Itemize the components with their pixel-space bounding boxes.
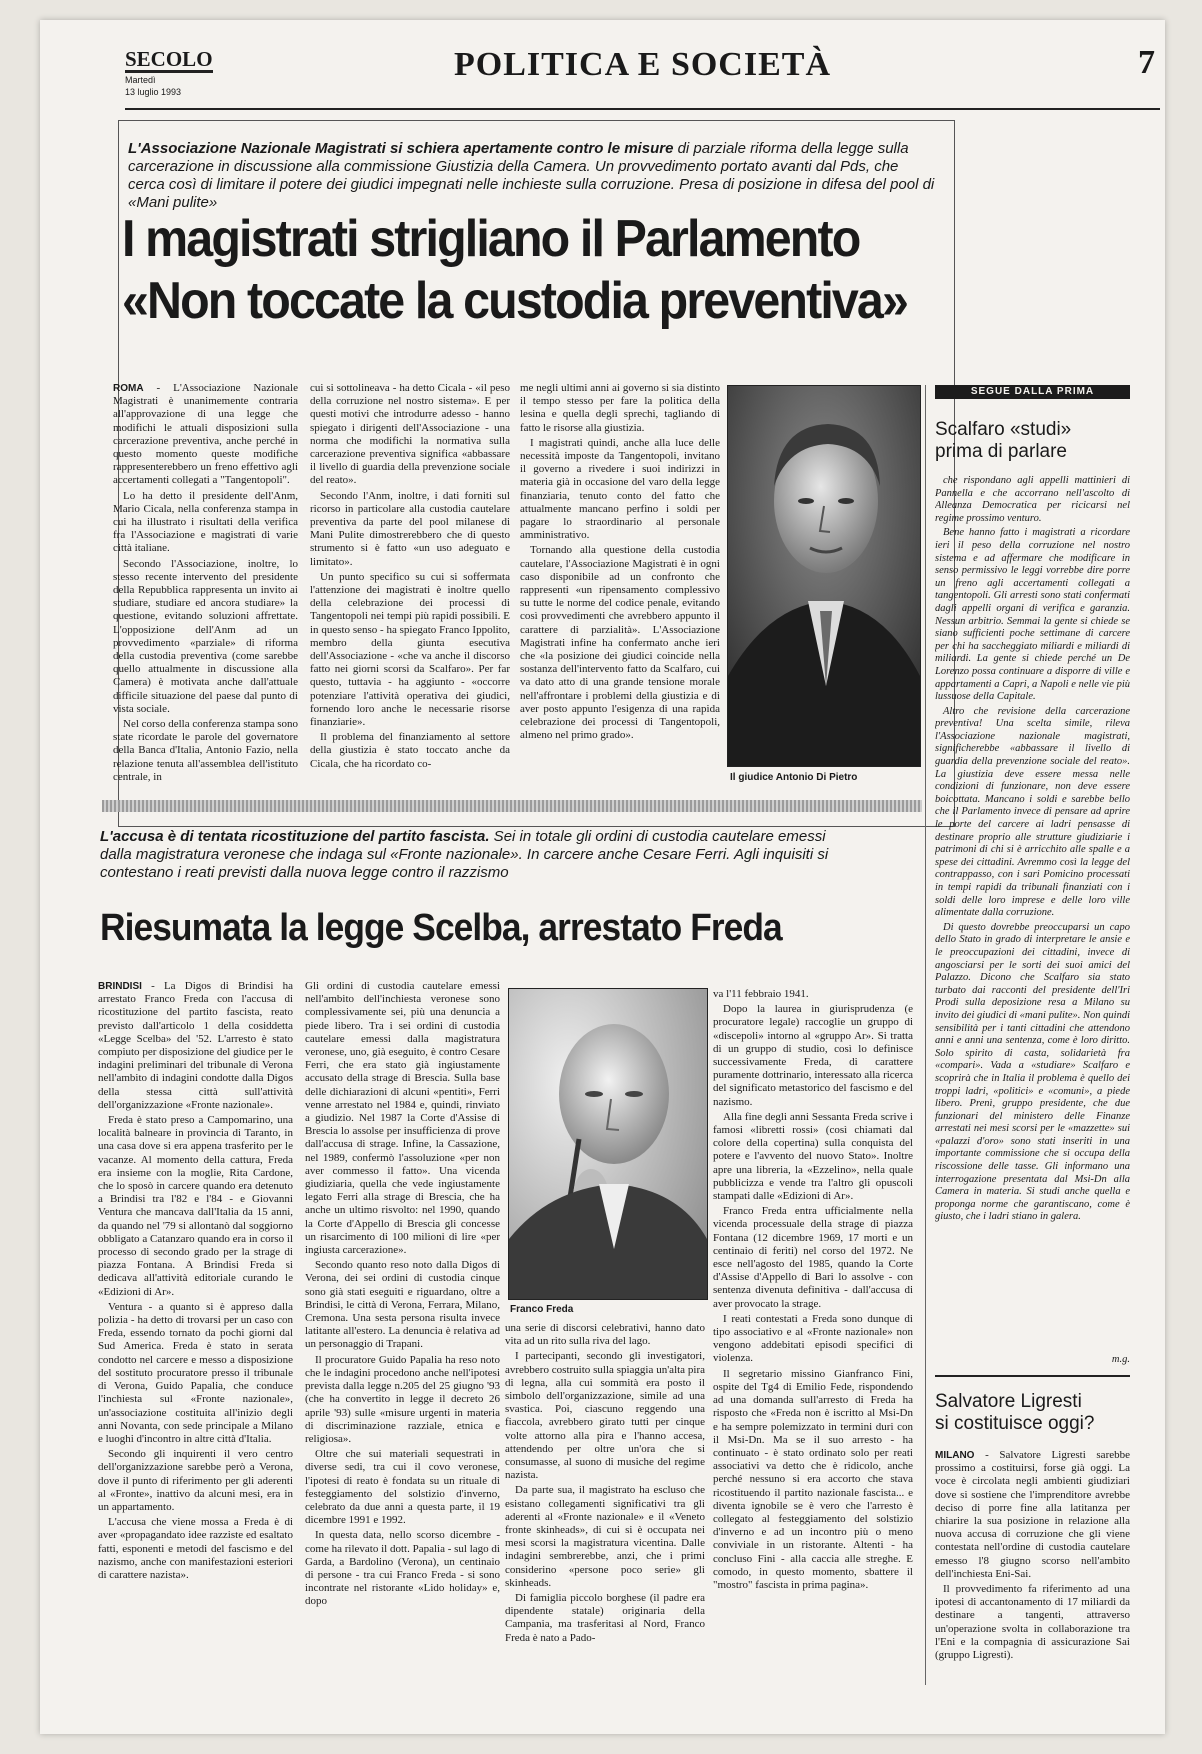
sidebar-body [935,475,1130,1350]
ligresti-title [935,1391,1130,1435]
second-col4-para: Il segretario missino Gianfranco Fini, ospite del Tg4 di Emilio Fede, rispondendo ad una domanda sull'arresto di Freda ha risposto che «Freda non è iscritto al Msi-Dn e ha sempre polemizzato in termini duri con il Msi-Dn. Ma se il suo arresto - ha continuato - è stato ordinato solo per reati associativi va detto che è ridicolo, anche perché nessuno si era accorto che stava ricostituendo il partito nazionale fascista... e diventa ignobile se è vero che l'arresto è collegato al festeggiamento del solstizio d'inverno e ad un incontro più o meno conviviale in un ristorante. Altenti - ha concluso Fini - alla caccia alle streghe. E comodo, in questo momento, sbattere il "mostro" fascista in prima pagina». [713,1367,913,1591]
sidebar-title [935,419,1130,463]
second-col2-para: In questa data, nello scorso dicembre - come ha rilevato il dott. Papalia - sul lago di Garda, a Bardolino (Verona), un centinaio di persone - tra cui Franco Freda - si sono incontrate nel ristorante «Lido holiday» e, dopo [305,1529,500,1608]
ligresti-title-line1: Salvatore Ligresti [935,1391,1082,1412]
main-col3-para: me negli ultimi anni ai governo si sia distinto il tempo stesso per fare la politica della lesina e quella degli sprechi, tagliando di fatto le risorse alla giustizia. [520,382,720,434]
second-column-1 [98,980,293,1690]
second-kicker [100,828,840,882]
ligresti-city: MILANO [935,1450,975,1461]
sidebar-rule [935,1375,1130,1377]
dateline-day: Martedì [125,75,156,85]
second-col4-para: Alla fine degli anni Sessanta Freda scrive i famosi «libretti rossi» (così chiamati dal colore della copertina) sulla conquista del potere e l'avvento del nuovo Stato». Inoltre apre una libreria, la «Ezzelino», nella quale pubblicizza e vende tra l'altro gli opuscoli stampati dalle «Edizioni di Ar». [713,1110,913,1203]
second-col4-para: I reati contestati a Freda sono dunque di tipo associativo e al «Fronte nazionale» non vengono addebitati episodi specifici di violenza. [713,1312,913,1365]
sidebar-title-line2: prima di parlare [935,441,1067,462]
second-col4-para: Franco Freda entra ufficialmente nella vicenda processuale della strage di piazza Fontana (12 dicembre 1969, 17 morti e un centinaio di feriti) nel corso del 1972. Ne esce nell'agosto del 1985, quando la Corte d'Assise d'Appello di Bari lo assolve - con sentenza divenuta definitiva - dall'accusa di aver provocato la strage. [713,1205,913,1310]
main-col3-para: Tornando alla questione della custodia cautelare, l'Associazione Magistrati è in ogni caso disponibile ad un confronto che rappresenti «un ripensamento complessivo su tutte le norme del codice penale, evitando così provvedimenti che avrebbero appunto il carattere di parzialità». L'Associazione Magistrati infine ha confermato anche ieri che «la posizione dei giudici coincide nella sostanza dell'intervento fatto da Scalfaro, cui va dato atto di una grande tensione morale nell'affrontare i problemi della giustizia e di aver posto appunto l'esigenza di una rapida celebrazione dei processi di Tangentopoli, almeno nel primo grado». [520,544,720,742]
masthead-rule [125,108,1160,110]
freda-photo [508,988,708,1300]
main-headline-line1: I magistrati strigliano il Parlamento [122,210,860,268]
second-col2-para: Secondo quanto reso noto dalla Digos di Verona, dei sei ordini di custodia cinque sono già stati eseguiti e riguardano, oltre a Brindisi, le città di Verona, Ferrara, Milano, Cremona. Una sesta persona risulta invece latitante all'estero. La denuncia è relativa ad un personaggio di Trapani. [305,1259,500,1351]
sidebar-para: Bene hanno fatto i magistrati a ricordare ieri il peso della corruzione nel nostro sistema e ad affermare che modificare in senso permissivo le leggi vorrebbe dire porre un freno agli accertamenti collegati a tangentopoli. Gli arresti sono stati confermati dagli appelli organi di verifica e garanzia. Nessun arbitrio. Semmai la gente si chiede se siano sufficienti poche settimane di carcere per chi ha saccheggiato miliardi e miliardi di miliardi. La gente si chiede perché un De Lorenzo possa continuare a disporre di ville e appartamenti a Capri, a Napoli e nelle vie più lussuose della Capitale. [935,527,1130,703]
sidebar-para: Altro che revisione della carcerazione preventiva! Una scelta simile, rileva l'Associazione nazionale magistrati, significherebbe «abbassare il livello di guardia della prevenzione sociale del reato». La giustizia deve essere messa nelle condizioni di funzionare, non deve essere boicottata. Mancano i soldi e sarebbe bello che il Parlamento invece di pensare ad aprire le porte del carcere ai ladri pensasse di destinare proprio alle strutture giudiziarie i patrimoni di chi si è arricchito alle spalle e a spese dei cittadini. Avremmo così la legge del contrappasso, con i sari Pomicino processati in tempi rapidi da tribunali finanziati con i soldi delle loro imprese e delle loro ville alimentate dalla corruzione. [935,705,1130,919]
main-col2-para: Un punto specifico su cui si soffermata l'attenzione dei magistrati è inoltre quello della celebrazione dei processi di Tangentopoli nei tempi più rapidi possibili. E in questo senso - ha spiegato Franco Ippolito, membro della giunta esecutiva dell'Associazione - «che va anche il discorso fatto nei giorni scorsi da Scalfaro». Per far questo, tuttavia - ha aggiunto - «occorre potenziare l'attività operativa dei giudici, fornendo loro anche le necessarie risorse finanziarie». [310,570,510,729]
second-col2-para: Oltre che sui materiali sequestrati in diverse sedi, tra cui il covo veronese, l'ipotesi di reato è fondata su un rituale di festeggiamento del solstizio d'inverno, celebrato da due anni a questa parte, il 19 dicembre 1991 e 1992. [305,1448,500,1527]
ligresti-para: MILANO - Salvatore Ligresti sarebbe prossimo a costituirsi, forse già oggi. La voce è circolata negli ambienti giudiziari dove si sostiene che l'imprenditore avrebbe deciso di porre fine alla latitanza per chiarire la sua posizione in relazione alla nuova accusa di corruzione che gli viene contestata nell'ordine di custodia cautelare emesso l'8 giugno scorso nell'ambito dell'inchiesta Eni-Sai. [935,1449,1130,1580]
second-headline: Riesumata la legge Scelba, arrestato Freda [100,907,782,949]
second-city: BRINDISI [98,981,142,992]
main-column-2 [310,382,510,782]
main-col2-para: Secondo l'Anm, inoltre, i dati forniti sul ricorso in particolare alla custodia cautelare preventiva da parte del pool milanese di Mani Pulite dimostrerebbero che di questo strumento si è fatto «un uso adeguato e limitato». [310,489,510,568]
second-col4-para: va l'11 febbraio 1941. [713,988,809,1000]
main-col2-para: Il problema del finanziamento al settore della giustizia è stato toccato anche da Cicala, che ha ricordato co- [310,731,510,770]
second-column-2 [305,980,500,1690]
main-col1-para: Lo ha detto il presidente dell'Anm, Mario Cicala, nella conferenza stampa in cui ha illustrato i risultati della verifica fra l'Associazione e magistrati di varie città italiane. [113,489,298,555]
second-kicker-bold: L'accusa è di tentata ricostituzione del partito fascista. [100,828,490,845]
ligresti-title-line2: si costituisce oggi? [935,1413,1095,1434]
freda-caption: Franco Freda [510,1304,574,1315]
di-pietro-caption: Il giudice Antonio Di Pietro [730,772,858,783]
second-col2-para: Gli ordini di custodia cautelare emessi nell'ambito dell'inchiesta veronese sono complessivamente sei, più una denuncia a piede libero. Tra i sei ordini di custodia cautelare emessi dalla magistratura veronese, uno, già eseguito, è contro Cesare Ferri, che era stato già ingiustamente accusato della strage di Brescia. Sulla base delle dichiarazioni di alcuni «pentiti», Ferri venne arrestato nel 1984 e, quindi, rinviato a giudizio. Nel 1987 la Corte d'Assise di Brescia lo assolse per insufficienza di prove dall'accusa di strage. Infine, la Cassazione, nel 1989, confermò l'assoluzione «per non aver commesso il fatto». Una vicenda giudiziaria, quella che vede ingiustamente legato Ferri alla strage di Brescia, che ha anche un ultimo risvolto: nel 1990, quando la Corte d'Appello di Brescia gli concesse un risarcimento di 100 milioni di lire «per ingiusta carcerazione». [305,980,500,1257]
second-kicker-rest: Sei in totale gli ordini di custodia cautelare emessi dalla magistratura veronese che indaga sul «Fronte nazionale». In carcere anche Cesare Ferri. Agli inquisiti si contestano i reati previsti dalla nuova legge contro il razzismo [100,828,829,881]
second-col1-para: Secondo gli inquirenti il vero centro dell'organizzazione sarebbe però a Verona, dove il punto di riferimento per gli aderenti al «Fronte», inattivo da alcuni mesi, era in un appartamento. [98,1448,293,1513]
portrait-illustration [509,989,707,1299]
second-col1-para: L'accusa che viene mossa a Freda è di aver «propagandato idee razziste ed esaltato fatti, esponenti e metodi del fascismo e del nazismo, anche con manifestazioni esteriori di carattere nazista». [98,1516,293,1581]
section-title: POLITICA E SOCIETÀ [454,46,831,83]
sidebar-title-line1: Scalfaro «studi» [935,419,1072,440]
second-column-4 [713,988,913,1690]
main-col1-para: Secondo l'Associazione, inoltre, lo stesso recente intervento del presidente della Repubblica rappresenta un invito ai studiare, studiare ed ancora studiare» la questione, evitando soluzioni affrettate. L'opposizione dell'Anm ad un provvedimento «parziale» di riforma della custodia preventiva (come sarebbe quello attualmente in discussione alla Camera) è motivata anche dall'attuale difficile situazione del paese dal punto di vista sociale. [113,557,298,715]
page-number: 7 [1138,44,1155,81]
sidebar-para: che rispondano agli appelli mattinieri di Pannella e che accorrano nell'ascolto di Alleanza Democratica per ricicarsi nel regime prossimo venturo. [935,475,1130,524]
sidebar [935,385,1130,1689]
second-col3-para: una serie di discorsi celebrativi, hanno dato vita ad un rito sulla riva del lago. [505,1322,705,1348]
second-col3-para: I partecipanti, secondo gli investigatori, avrebbero costruito sulla spiaggia un'alta pira di legna, alla cui sommità era posto il simbolo dell'organizzazione, simile ad una svastica. Poi, ciascuno reggendo una fiaccola, avrebbero girato tutti per cinque volte attorno alla pira e l'hanno accesa, attendendo per oltre un'ora che si consumasse, al suono di musiche del regime nazista. [505,1350,705,1482]
di-pietro-photo [727,385,921,767]
sidebar-signature: m.g. [1111,1354,1130,1365]
sidebar-label: SEGUE DALLA PRIMA [935,385,1130,399]
main-city: ROMA [113,383,144,394]
main-kicker [128,140,938,212]
ligresti-para: Il provvedimento fa riferimento ad una ipotesi di accantonamento di 17 miliardi da destinare a tangenti, attraverso un'operazione svolta in collaborazione tra l'Eni e la compagnia di assicurazione Sai (gruppo Ligresti). [935,1583,1130,1662]
sidebar-divider [925,385,926,1685]
main-col3-para: I magistrati quindi, anche alla luce delle necessità imposte da Tangentopoli, invitano il governo a rivedere i suoi indirizzi in materia già in occasione del varo della legge finanziaria, tenuto conto del fatto che attualmente mancano perfino i soldi per pagare lo straordinario al personale amministrativo. [520,436,720,542]
second-col3-para: Di famiglia piccolo borghese (il padre era dipendente statale) originaria della Campania, ma trasferitasi al Nord, Franco Freda è nato a Pado- [505,1592,705,1644]
second-col1-para: BRINDISI - La Digos di Brindisi ha arrestato Franco Freda con l'accusa di ricostituzione del partito fascista, reato previsto dall'articolo 1 della cosiddetta «Legge Scelba» del '52. L'arresto è stato compiuto per disposizione del giudice per le indagini preliminari del tribunale di Verona nell'ambito di indagini condotte dalla Digos della stessa città sull'attività dell'organizzazione «Fronte nazionale». [98,980,293,1111]
second-col1-para: Ventura - a quanto si è appreso dalla polizia - ha detto di trovarsi per un caso con Freda, essendo tornato da pochi giorni dal Sud America. Freda è stato in serata condotto nel carcere e messo a disposizione del sostituto procuratore presso il tribunale di Verona, Guido Papalia, che conduce l'inchiesta sul «Fronte nazionale», un'associazione costituita all'inizio degli anni Novanta, con sede principale a Milano e luoghi d'incontro in altre città d'Italia. [98,1300,293,1445]
main-kicker-bold: L'Associazione Nazionale Magistrati si schiera apertamente contro le misure [128,140,674,157]
main-column-3 [520,382,720,782]
ligresti-body [935,1449,1130,1689]
dateline-date: 13 luglio 1993 [125,87,182,97]
main-column-1 [113,382,298,782]
main-headline-line2: «Non toccate la custodia preventiva» [122,272,908,330]
second-col3-para: Da parte sua, il magistrato ha escluso che esistano collegamenti significativi tra gli aderenti al «Fronte nazionale» e il «Veneto fronte skinheads», di cui si è occupata nei mesi scorsi la magistratura vicentina. Dalle indagini sembrerebbe, anzi, che i primi considerino «persone poco serie» gli skinheads. [505,1484,705,1589]
main-col1-para: ROMA - L'Associazione Nazionale Magistrati è unanimemente contraria all'approvazione di una legge che modifichi le attuali disposizioni sulla carcerazione preventiva, anche perché in questo momento queste modifiche rappresenterebbero un freno effettivo agli accertamenti collegati a "Tangentopoli". [113,382,298,487]
main-col2-para: cui si sottolineava - ha detto Cicala - «il peso della corruzione nel nostro sistema». E per questi motivi che introdurre adesso - hanno spiegato i dirigenti dell'Associazione - una norma che modifichi la normativa sulla carcerazione preventiva significa «abbassare il livello di guardia della prevenzione sociale del reato». [310,382,510,487]
second-column-3 [505,1322,705,1690]
main-kicker-rest: di parziale riforma della legge sulla carcerazione in discussione alla commissione Giustizia della Camera. Un provvedimento portato avanti dal Pds, che cerca così di limitare il potere dei giudici impegnati nelle inchieste sulla corruzione. Presa di posizione in difesa del pool di «Mani pulite» [128,140,935,211]
main-headline [122,208,926,332]
main-col1-para: Nel corso della conferenza stampa sono state ricordate le parole del governatore della Banca d'Italia, Antonio Fazio, nella relazione tenuta all'assemblea dell'istituto centrale, in [113,718,298,782]
second-col2-para: Il procuratore Guido Papalia ha reso noto che le indagini procedono anche nell'ipotesi prevista dalla legge n.205 del 25 giugno '93 (che ha convertito in legge il decreto 26 aprile '93) sulle «misure urgenti in materia di discriminazione razziale, etnica e religiosa». [305,1353,500,1445]
sidebar-para: Di questo dovrebbe preoccuparsi un capo dello Stato in grado di interpretare le ansie e le preoccupazioni dei cittadini, invece di angosciarsi per le sorti dei suoi amici del Palazzo. Dicono che Scalfaro sia stato turbato dai racconti del presidente dell'Iri Prodi sulla deposizione resa a Milano su invito dei giudici di «mani pulite». Non quindi sensibilità per i tanti cittadini che attendono anni e anni una sentenza, come è loro diritto. Solo spirito di casta, solidarietà fra «compari». Vada a «studiare» Scalfaro e scoprirà che in Italia il problema è quello dei troppi ladri, «politici» e «comuni», a piede libero. Prenì, gruppo presidente, che due funzionari del ministero delle Finanze arrestati nei mesi scorsi per le «mazzette» sui «palazzi d'oro» sono stati inseriti in una importante commissione che si occupa della riscossione delle tasse. Gli informano una interrogazione presentata dal Msi-Dn alla Camera in materia. Si studi anche quella e proponga norme che garantiscano, come è giusto, che i ladri stiano in galera. [935,921,1130,1223]
portrait-illustration [728,386,920,766]
masthead [125,30,1160,105]
second-col1-para: Freda è stato preso a Campomarino, una località balneare in provincia di Taranto, in una casa dove si era appena trasferito per le vacanze. Al momento della cattura, Freda era insieme con la moglie, Rita Cardone, che lo sposò in carcere quando era detenuto a Brindisi tra l'82 e l'84 - e Giovanni Ventura che mancava dall'Italia da 15 anni, da quando nel '79 si allontanò dal soggiorno obbligato a Catanzaro quando era in corso il processo di secondo grado per la strage di piazza Fontana. A Brindisi Freda si dedicava all'attività editoriale curando le «Edizioni di Ar». [98,1114,293,1298]
newspaper-logo: SECOLO [125,47,213,71]
section-separator [102,800,922,812]
second-col4-para: Dopo la laurea in giurisprudenza (e procuratore legale) raccoglie un gruppo di «discepoli» intorno al «gruppo Ar». Si tratta di un gruppo di studio, così lo definisce successivamente Freda, di carattere puramente dottrinario, interessato alla ricerca del significato metastorico del fascismo e del nazismo. [713,1003,913,1108]
